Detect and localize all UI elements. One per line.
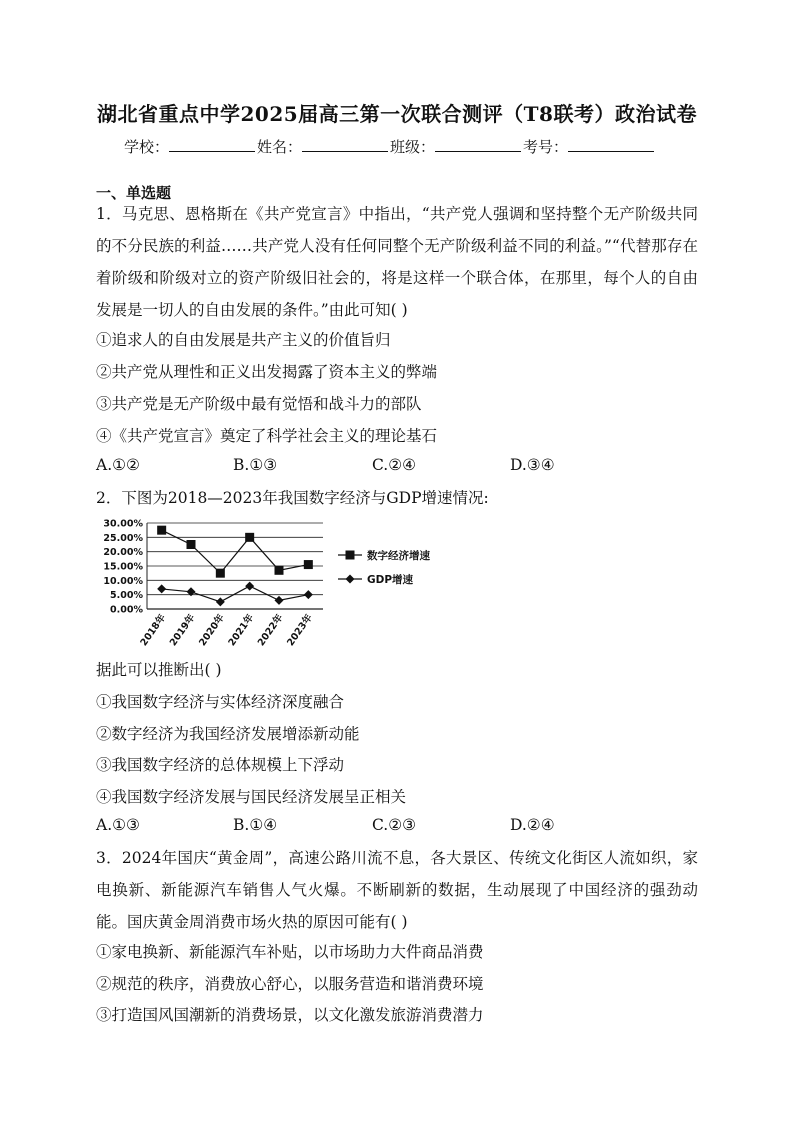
legend-label: 数字经济增速 [367,550,430,562]
q3-item-1: ①家电换新、新能源汽车补贴，以市场助力大件商品消费 [96,943,484,961]
q1-stem: 1．马克思、恩格斯在《共产党宣言》中指出，“共产党人强调和坚持整个无产阶级共同的不分民族的利益……共产党人没有任何同整个无产阶级利益不同的利益。”“代替那存在着阶级和阶级对立的资产阶级旧社会的，将是这样一个联合体，在那里，每个人的自由发展是一切人的自由发展的条件。”由此可知( ) [96,205,698,319]
y-tick-label: 20.00% [103,547,143,559]
series-line-2 [162,586,309,602]
gdp-point [304,590,313,599]
q1-option-c[interactable]: C.②④ [372,456,417,474]
q2-item-1: ①我国数字经济与实体经济深度融合 [96,693,345,711]
q2-after: 据此可以推断出( ) [96,661,222,679]
legend-label: GDP增速 [367,574,414,586]
q2-item-2: ②数字经济为我国经济发展增添新动能 [96,725,360,743]
digital-economy-point [275,566,284,575]
q3-item-3: ③打造国风国潮新的消费场景，以文化激发旅游消费潜力 [96,1006,484,1024]
digital-economy-point [187,540,196,549]
x-tick-label: 2023年 [285,612,315,649]
growth-line-chart [92,512,472,662]
y-tick-label: 25.00% [103,532,143,544]
q2-option-b[interactable]: B.①④ [233,816,278,834]
q1-option-d[interactable]: D.③④ [510,456,555,474]
q2-item-4: ④我国数字经济发展与国民经济发展呈正相关 [96,788,407,806]
class-blank [435,137,521,152]
gdp-point [275,596,284,605]
gdp-point [216,597,225,606]
x-tick-label: 2022年 [255,612,286,649]
x-tick-label: 2019年 [167,612,198,649]
q1-item-3: ③共产党是无产阶级中最有觉悟和战斗力的部队 [96,395,422,413]
x-tick-label: 2020年 [197,612,227,649]
q1-item-4: ④《共产党宣言》奠定了科学社会主义的理论基石 [96,427,438,445]
name-blank [302,137,388,152]
section-heading: 一、单选题 [96,184,172,202]
q2-item-3: ③我国数字经济的总体规模上下浮动 [96,756,345,774]
q1-item-2: ②共产党从理性和正义出发揭露了资本主义的弊端 [96,363,438,381]
name-label: 姓名： [257,138,303,156]
paper-title: 湖北省重点中学2025届高三第一次联合测评（T8联考）政治试卷 [97,102,697,126]
q3-item-2: ②规范的秩序，消费放心舒心，以服务营造和谐消费环境 [96,975,484,993]
q1-item-1: ①追求人的自由发展是共产主义的价值旨归 [96,331,391,349]
x-tick-label: 2021年 [226,612,257,649]
x-tick-label: 2018年 [138,612,169,649]
q2-option-d[interactable]: D.②④ [510,816,555,834]
class-label: 班级： [390,138,436,156]
q2-stem: 2．下图为2018—2023年我国数字经济与GDP增速情况: [96,489,489,507]
gdp-point [245,582,254,591]
legend-square-marker [346,551,355,560]
school-blank [169,137,255,152]
id-blank [568,137,654,152]
y-tick-label: 0.00% [110,604,143,616]
q3-stem: 3．2024年国庆“黄金周”，高速公路川流不息，各大景区、传统文化街区人流如织，家电换新、新能源汽车销售人气火爆。不断刷新的数据，生动展现了中国经济的强劲动能。国庆黄金周消费市场火热的原因可能有( ) [96,849,698,931]
gdp-point [157,584,166,593]
digital-economy-point [245,533,254,542]
q2-option-a[interactable]: A.①③ [96,816,140,834]
legend-diamond-marker [346,575,355,584]
school-label: 学校： [124,138,170,156]
y-tick-label: 30.00% [103,518,143,530]
digital-economy-point [157,526,166,535]
student-info-row [124,136,656,157]
q1-option-a[interactable]: A.①② [96,456,140,474]
digital-economy-point [216,569,225,578]
y-tick-label: 15.00% [103,561,143,573]
id-label: 考号： [523,138,569,156]
y-tick-label: 5.00% [110,590,143,602]
q1-option-b[interactable]: B.①③ [233,456,278,474]
y-tick-label: 10.00% [103,575,143,587]
q2-option-c[interactable]: C.②③ [372,816,417,834]
digital-economy-point [304,560,313,569]
